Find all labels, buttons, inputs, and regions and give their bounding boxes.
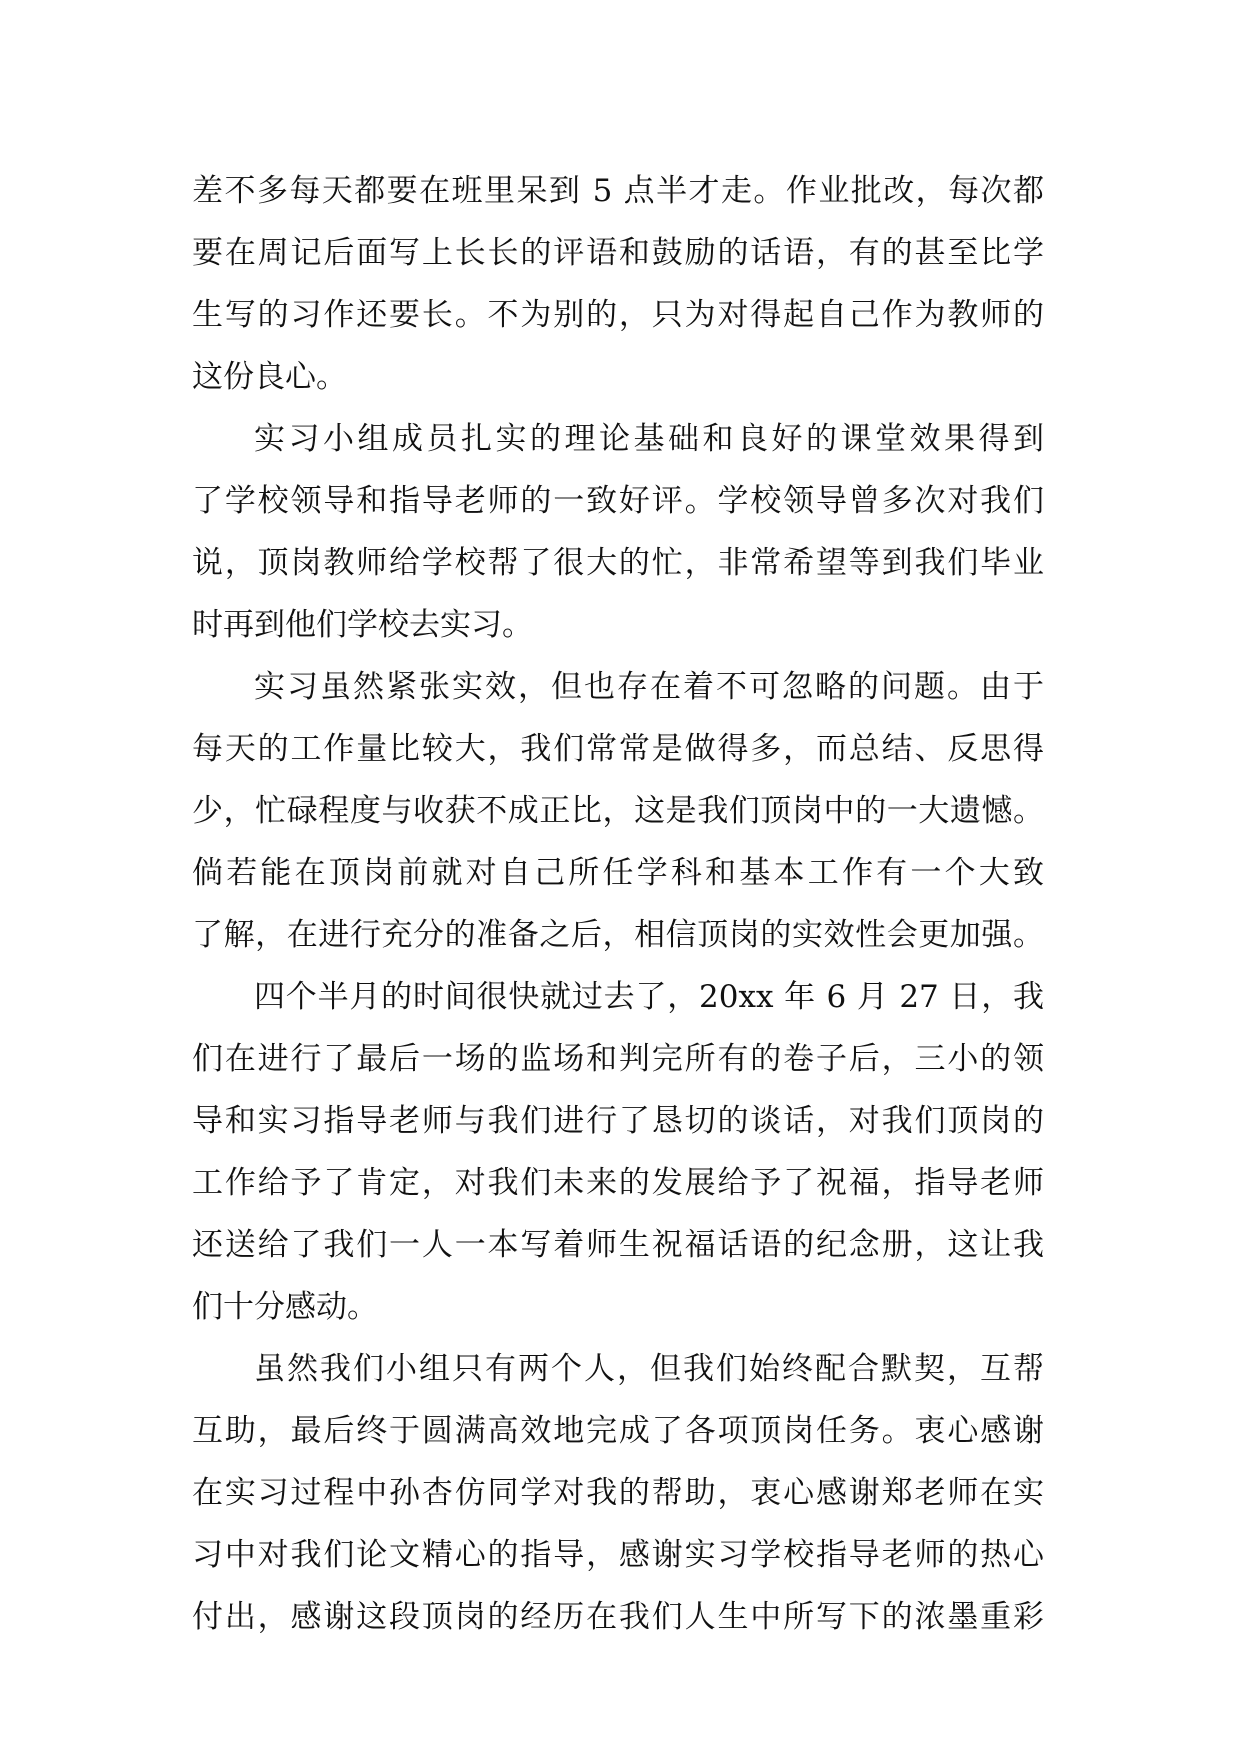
text-line: 时再到他们学校去实习。	[192, 607, 533, 643]
text-line: 了解，在进行充分的准备之后，相信顶岗的实效性会更加强。	[192, 917, 1044, 953]
text-line: 们在进行了最后一场的监场和判完所有的卷子后，三小的领	[192, 1041, 1044, 1077]
text-line: 还送给了我们一人一本写着师生祝福话语的纪念册，这让我	[192, 1227, 1044, 1263]
text-line: 在实习过程中孙杏仿同学对我的帮助，衷心感谢郑老师在实	[192, 1475, 1044, 1511]
text-line: 要在周记后面写上长长的评语和鼓励的话语，有的甚至比学	[192, 235, 1044, 271]
text-line: 实习虽然紧张实效，但也存在着不可忽略的问题。由于	[254, 669, 1044, 705]
text-line: 每天的工作量比较大，我们常常是做得多，而总结、反思得	[192, 731, 1044, 767]
text-line: 习中对我们论文精心的指导，感谢实习学校指导老师的热心	[192, 1537, 1044, 1573]
document-body	[192, 160, 1044, 1648]
text-line: 说，顶岗教师给学校帮了很大的忙，非常希望等到我们毕业	[192, 545, 1044, 581]
text-line: 差不多每天都要在班里呆到 5 点半才走。作业批改，每次都	[192, 173, 1044, 209]
text-line: 少，忙碌程度与收获不成正比，这是我们顶岗中的一大遗憾。	[192, 793, 1044, 829]
text-line: 倘若能在顶岗前就对自己所任学科和基本工作有一个大致	[192, 855, 1044, 891]
text-line: 四个半月的时间很快就过去了，20xx 年 6 月 27 日，我	[254, 979, 1044, 1015]
text-line: 互助，最后终于圆满高效地完成了各项顶岗任务。衷心感谢	[192, 1413, 1044, 1449]
text-line: 这份良心。	[192, 359, 347, 395]
text-line: 生写的习作还要长。不为别的，只为对得起自己作为教师的	[192, 297, 1044, 333]
text-line: 实习小组成员扎实的理论基础和良好的课堂效果得到	[254, 421, 1044, 457]
text-line: 导和实习指导老师与我们进行了恳切的谈话，对我们顶岗的	[192, 1103, 1044, 1139]
text-line: 们十分感动。	[192, 1289, 378, 1325]
text-line: 工作给予了肯定，对我们未来的发展给予了祝福，指导老师	[192, 1165, 1044, 1201]
text-line: 了学校领导和指导老师的一致好评。学校领导曾多次对我们	[192, 483, 1044, 519]
text-line: 付出，感谢这段顶岗的经历在我们人生中所写下的浓墨重彩	[192, 1599, 1044, 1635]
text-line: 虽然我们小组只有两个人，但我们始终配合默契，互帮	[254, 1351, 1044, 1387]
